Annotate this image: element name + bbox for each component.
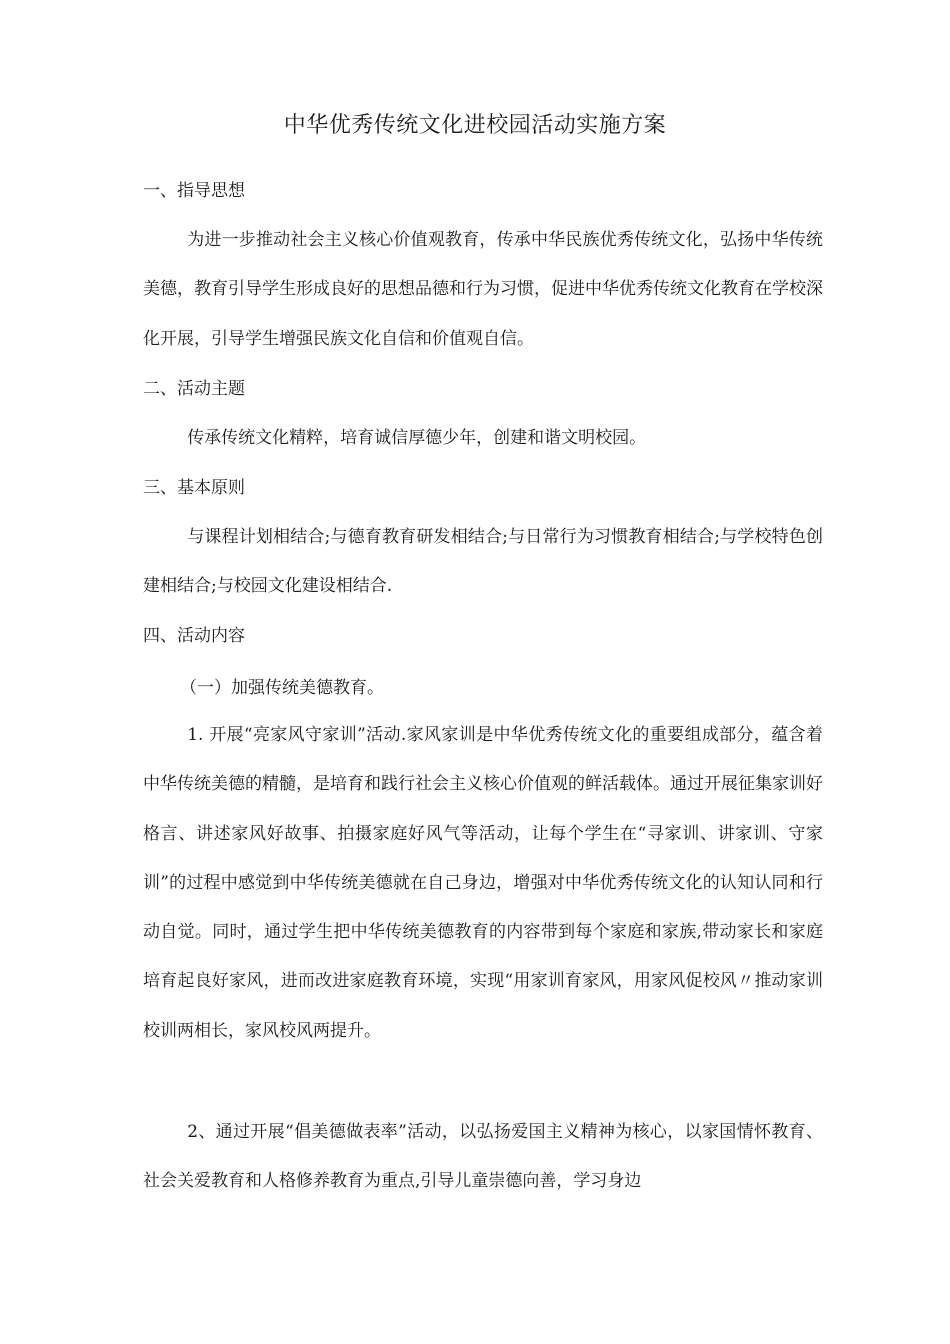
document-title: 中华优秀传统文化进校园活动实施方案 <box>283 113 667 138</box>
list-item-family-tradition: 1. 开展“亮家风守家训”活动.家风家训是中华优秀传统文化的重要组成部分，蕴含着中华传统美德的精髓，是培育和践行社会主义核心价值观的鲜活载体。通过开展征集家训好格言、讲述家风好故事、拍摄家庭好风气等活动，让每个学生在“寻家训、讲家训、守家训”的过程中感觉到中华传统美德就在自己身边，增强对中华优秀传统文化的认知认同和行动自觉。同时，通过学生把中华传统美德教育的内容带到每个家庭和家族,带动家长和家庭培育起良好家风，进而改进家庭教育环境，实现“用家训育家风，用家风促校风〃推动家训校训两相长，家风校风两提升。 <box>143 725 823 1041</box>
section-heading-basic-principles: 三、基本原则 <box>143 478 245 498</box>
section-paragraph-basic-principles: 与课程计划相结合;与德育教育研发相结合;与日常行为习惯教育相结合;与学校特色创建相结合;与校园文化建设相结合. <box>143 527 823 597</box>
subsection-heading-traditional-virtue: （一）加强传统美德教育。 <box>180 678 384 698</box>
section-heading-activity-theme: 二、活动主题 <box>143 379 245 399</box>
section-paragraph-guiding-thought: 为进一步推动社会主义核心价值观教育，传承中华民族优秀传统文化，弘扬中华传统美德，教育引导学生形成良好的思想品德和行为习惯，促进中华优秀传统文化教育在学校深化开展，引导学生增强民族文化自信和价值观自信。 <box>143 230 823 349</box>
list-item-virtue-model: 2、通过开展“倡美德做表率”活动，以弘扬爱国主义精神为核心，以家国情怀教育、社会关爱教育和人格修养教育为重点,引导儿童崇德向善，学习身边 <box>143 1122 823 1192</box>
section-paragraph-activity-theme: 传承传统文化精粹，培育诚信厚德少年，创建和谐文明校园。 <box>187 428 647 448</box>
section-heading-guiding-thought: 一、指导思想 <box>143 181 245 201</box>
section-heading-activity-content: 四、活动内容 <box>143 626 245 646</box>
